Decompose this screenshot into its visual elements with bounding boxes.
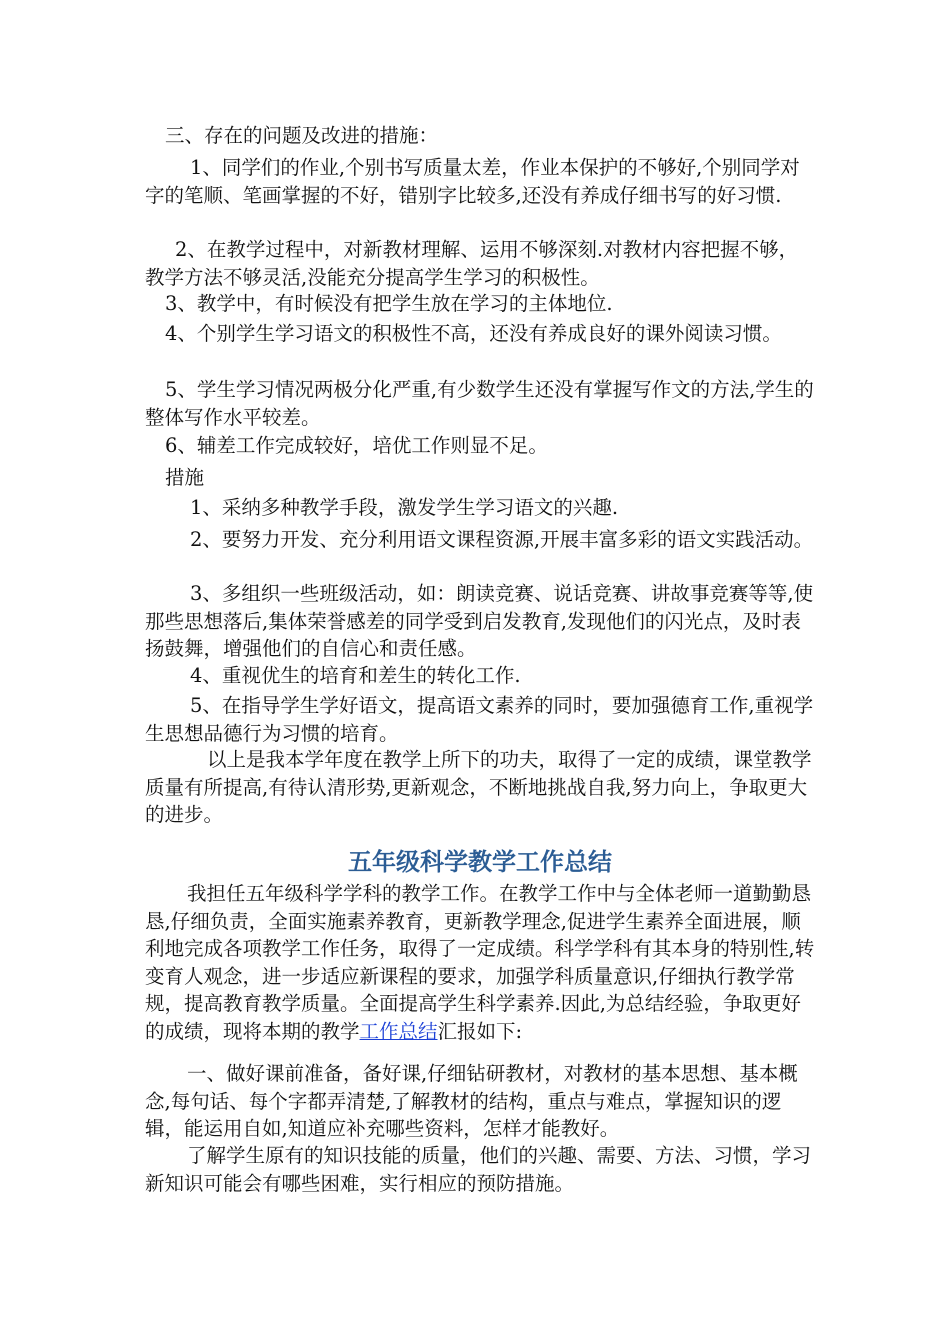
- science-paragraph-1: 一、做好课前准备，备好课,仔细钻研教材，对教材的基本思想、基本概念,每句话、每个字都弄清楚,了解教材的结构，重点与难点，掌握知识的逻辑，能运用自如,知道应补充哪些资料，怎样才能教好。: [145, 1062, 798, 1140]
- measure-item-2: 2、要努力开发、充分利用语文课程资源,开展丰富多彩的语文实践活动。: [190, 528, 814, 551]
- section-title: 三、存在的问题及改进的措施：: [165, 124, 439, 147]
- problem-item-2: 2、在教学过程中，对新教材理解、运用不够深刻.对教材内容把握不够，教学方法不够灵活,没能充分提高学生学习的积极性。: [145, 238, 799, 289]
- measure-item-5: 5、在指导学生学好语文，提高语文素养的同时，要加强德育工作,重视学生思想品德行为习惯的培育。: [145, 694, 814, 745]
- science-summary-heading: 五年级科学教学工作总结: [348, 848, 612, 876]
- intro-text-end: 汇报如下:: [437, 1019, 523, 1043]
- problem-item-6: 6、辅差工作完成较好，培优工作则显不足。: [165, 434, 548, 457]
- problem-item-3: 3、教学中，有时候没有把学生放在学习的主体地位.: [165, 292, 613, 315]
- measure-item-3: 3、多组织一些班级活动，如：朗读竞赛、说话竞赛、讲故事竞赛等等,使那些思想落后,集体荣誉感差的同学受到启发教育,发现他们的闪光点，及时表扬鼓舞，增强他们的自信心和责任感。: [145, 582, 814, 660]
- science-paragraph-2: 了解学生原有的知识技能的质量，他们的兴趣、需要、方法、习惯，学习新知识可能会有哪些困难，实行相应的预防措施。: [145, 1144, 812, 1195]
- science-intro-paragraph: [145, 880, 815, 1045]
- work-summary-link[interactable]: 工作总结: [359, 1019, 438, 1043]
- measures-label: 措施: [165, 466, 205, 489]
- measure-item-1: 1、采纳多种教学手段，激发学生学习语文的兴趣.: [190, 496, 619, 519]
- conclusion-paragraph: 以上是我本学年度在教学上所下的功夫，取得了一定的成绩，课堂教学质量有所提高,有待认清形势,更新观念，不断地挑战自我,努力向上，争取更大的进步。: [145, 748, 812, 826]
- problem-item-5: 5、学生学习情况两极分化严重,有少数学生还没有掌握写作文的方法,学生的整体写作水平较差。: [145, 378, 814, 429]
- problem-item-4: 4、个别学生学习语文的积极性不高，还没有养成良好的课外阅读习惯。: [165, 322, 782, 345]
- measure-item-4: 4、重视优生的培育和差生的转化工作.: [190, 664, 521, 687]
- problem-item-1: 1、同学们的作业,个别书写质量太差，作业本保护的不够好,个别同学对字的笔顺、笔画掌握的不好，错别字比较多,还没有养成仔细书写的好习惯.: [145, 156, 800, 207]
- intro-text: 我担任五年级科学学科的教学工作。在教学工作中与全体老师一道勤勤恳恳,仔细负责，全面实施素养教育，更新教学理念,促进学生素养全面进展，顺利地完成各项教学工作任务，取得了一定成绩。科学学科有其本身的特别性,转变育人观念，进一步适应新课程的要求，加强学科质量意识,仔细执行教学常规，提高教育教学质量。全面提高学生科学素养.因此,为总结经验，争取更好的成绩，现将本期的教学: [145, 882, 815, 1043]
